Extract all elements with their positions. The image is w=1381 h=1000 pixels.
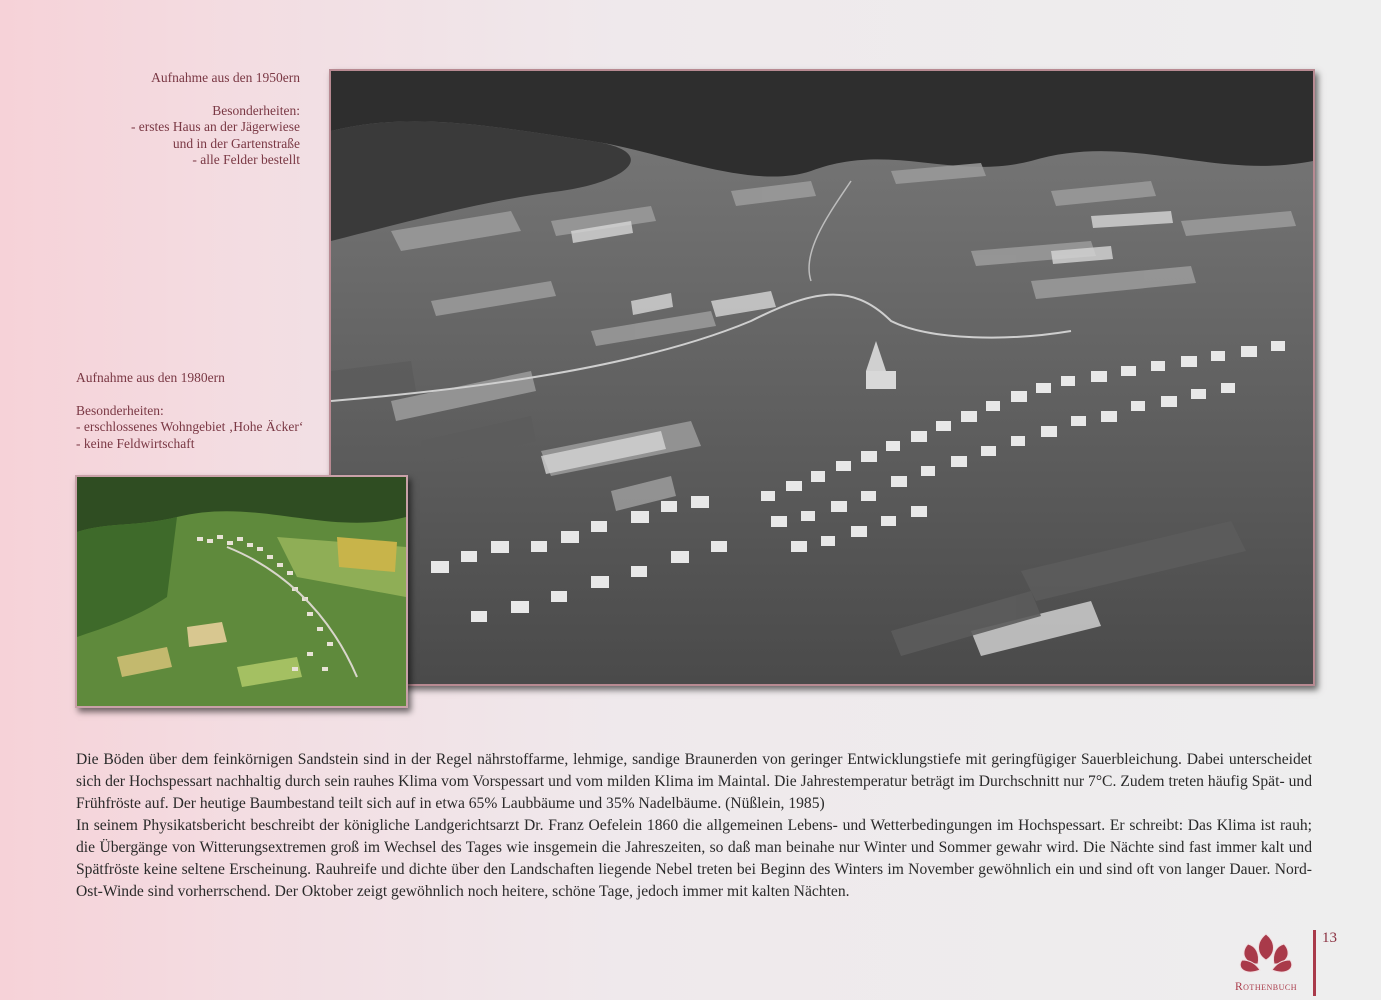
- rothenbuch-logo: [1226, 930, 1306, 993]
- caption-line: und in der Gartenstraße: [172, 135, 300, 151]
- page-divider: [1313, 930, 1316, 996]
- aerial-photo-1980s: [75, 475, 408, 708]
- paragraph: In seinem Physikatsbericht beschreibt der königliche Landgerichtsarzt Dr. Franz Oefelein 1860 die allgemeinen Lebens- und Wetterbedingungen im Hochspessart. Er schreibt: Das Klima ist rauh; die Übergänge von Witterungsextremen groß im Wechsel des Tages wie insgemein die Jahreszeiten, so daß man beinahe nur Winter und Sommer gewahr wird. Die Nächte sind fast immer kalt und Spätfröste keine seltene Erscheinung. Rauhreife und dichte über den Landschaften liegende Nebel treten bei Beginn des Winters im November gewöhnlich ein und sind oft von langer Dauer. Nord-Ost-Winde sind vorherrschend. Der Oktober zeigt gewöhnlich noch heitere, schöne Tage, jedoch immer mit kalten Nächten.: [76, 817, 1312, 900]
- caption-subtitle: Besonderheiten:: [76, 402, 164, 418]
- leaf-emblem-icon: [1226, 930, 1306, 978]
- caption-line: - erstes Haus an der Jägerwiese: [130, 119, 300, 134]
- page-number: 13: [1322, 930, 1337, 946]
- caption-title: Aufnahme aus den 1980ern: [76, 370, 225, 385]
- caption-line: - erschlossenes Wohngebiet ‚Hohe Äcker‘: [76, 419, 304, 434]
- caption-title: Aufnahme aus den 1950ern: [151, 70, 300, 85]
- logo-text: Rothenbuch: [1234, 981, 1297, 993]
- caption-line: - alle Felder bestellt: [192, 152, 300, 167]
- aerial-photo-1950s: [329, 69, 1315, 686]
- paragraph: Die Böden über dem feinkörnigen Sandstein sind in der Regel nährstoffarme, lehmige, sandige Braunerden von geringer Entwicklungstiefe mit geringfügiger Sauerbleichung. Dabei unterscheidet sich der Hochspessart nachhaltig durch sein rauhes Klima vom Vorspessart und vom milden Klima im Maintal. Die Jahrestemperatur beträgt im Durchschnitt nur 7°C. Zudem treten häufig Spät- und Frühfröste auf. Der heutige Baumbestand teilt sich auf in etwa 65% Laubbäume und 35% Nadelbäume. (Nüßlein, 1985): [76, 751, 1312, 812]
- caption-line: - keine Feldwirtschaft: [76, 435, 195, 451]
- body-text: [76, 749, 1312, 903]
- caption-1980s: [76, 370, 336, 452]
- caption-1950s: [100, 70, 300, 169]
- caption-subtitle: Besonderheiten:: [212, 102, 300, 118]
